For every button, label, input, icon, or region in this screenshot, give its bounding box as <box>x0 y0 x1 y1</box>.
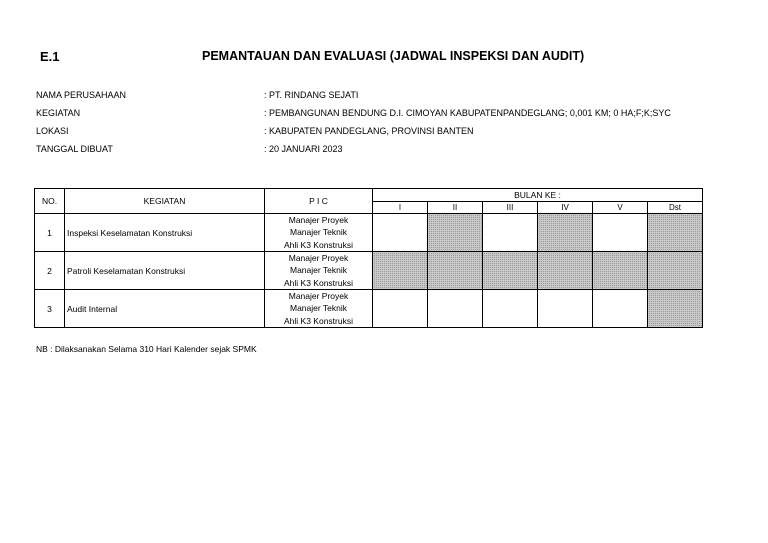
info-value-company: : PT. RINDANG SEJATI <box>264 90 359 100</box>
row-pic <box>265 252 373 290</box>
schedule-cell <box>538 214 593 252</box>
schedule-cell <box>538 252 593 290</box>
row-number: 1 <box>35 214 65 252</box>
pic-line: Manajer Proyek <box>288 215 349 226</box>
pic-line: Manajer Teknik <box>289 227 347 238</box>
month-header: Dst <box>648 202 703 214</box>
info-value-date: : 20 JANUARI 2023 <box>264 144 343 154</box>
schedule-cell <box>483 214 538 252</box>
schedule-cell <box>373 290 428 328</box>
schedule-cell <box>538 290 593 328</box>
schedule-cell <box>648 214 703 252</box>
schedule-cell <box>593 214 648 252</box>
pic-line: Ahli K3 Konstruksi <box>284 277 353 288</box>
schedule-cell <box>593 252 648 290</box>
pic-line: Manajer Proyek <box>288 253 349 264</box>
table-row <box>35 290 703 328</box>
schedule-cell <box>483 290 538 328</box>
info-value-location: : KABUPATEN PANDEGLANG, PROVINSI BANTEN <box>264 126 474 136</box>
col-header-kegiatan: KEGIATAN <box>65 189 265 214</box>
schedule-table <box>34 188 703 328</box>
info-label-activity: KEGIATAN <box>36 108 81 118</box>
schedule-cell <box>428 290 483 328</box>
info-value-activity: : PEMBANGUNAN BENDUNG D.I. CIMOYAN KABUPATENPANDEGLANG; 0,001 KM; 0 HA;F;K;SYC <box>264 108 671 118</box>
row-pic <box>265 214 373 252</box>
info-label-date: TANGGAL DIBUAT <box>36 144 113 154</box>
month-header: III <box>483 202 538 214</box>
pic-line: Ahli K3 Konstruksi <box>284 315 353 326</box>
pic-line: Manajer Teknik <box>289 265 347 276</box>
table-row <box>35 252 703 290</box>
schedule-cell <box>373 252 428 290</box>
row-number: 2 <box>35 252 65 290</box>
info-label-company: NAMA PERUSAHAAN <box>36 90 127 100</box>
col-header-bulan: BULAN KE : <box>373 189 703 202</box>
schedule-cell <box>593 290 648 328</box>
schedule-cell <box>483 252 538 290</box>
month-header: IV <box>538 202 593 214</box>
schedule-cell <box>373 214 428 252</box>
col-header-pic: P I C <box>265 189 373 214</box>
document-code: E.1 <box>40 49 60 64</box>
pic-line: Ahli K3 Konstruksi <box>284 239 353 250</box>
pic-line: Manajer Teknik <box>289 303 347 314</box>
schedule-cell <box>428 214 483 252</box>
document-title: PEMANTAUAN DAN EVALUASI (JADWAL INSPEKSI DAN AUDIT) <box>202 49 585 63</box>
info-label-location: LOKASI <box>36 126 69 136</box>
row-pic <box>265 290 373 328</box>
month-header: I <box>373 202 428 214</box>
pic-line: Manajer Proyek <box>288 291 349 302</box>
month-header: V <box>593 202 648 214</box>
row-kegiatan: Audit Internal <box>65 290 265 328</box>
table-row <box>35 214 703 252</box>
row-kegiatan: Inspeksi Keselamatan Konstruksi <box>65 214 265 252</box>
row-number: 3 <box>35 290 65 328</box>
footnote: NB : Dilaksanakan Selama 310 Hari Kalender sejak SPMK <box>36 344 257 354</box>
schedule-cell <box>648 290 703 328</box>
schedule-cell <box>428 252 483 290</box>
row-kegiatan: Patroli Keselamatan Konstruksi <box>65 252 265 290</box>
schedule-cell <box>648 252 703 290</box>
month-header: II <box>428 202 483 214</box>
col-header-no: NO. <box>35 189 65 214</box>
